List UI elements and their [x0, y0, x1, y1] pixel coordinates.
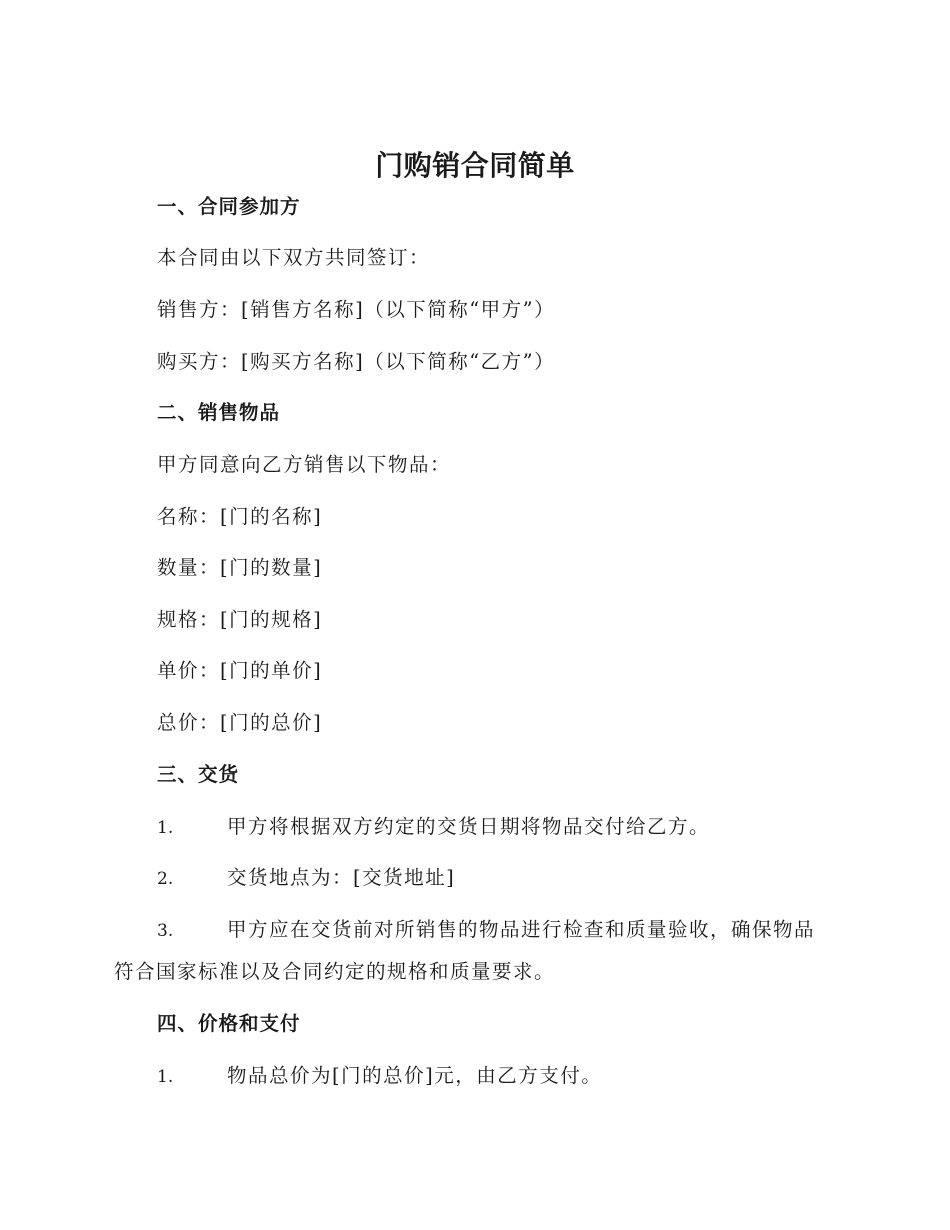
- list-item-number: 1.: [157, 1067, 174, 1087]
- list-item: [157, 813, 710, 842]
- list-item-text: 甲方应在交货前对所销售的物品进行检查和质量验收，确保物品: [227, 918, 816, 941]
- parties-intro: 本合同由以下双方共同签订：: [157, 246, 431, 269]
- goods-unit-price: 单价：[门的单价]: [157, 659, 323, 682]
- goods-spec: 规格：[门的规格]: [157, 608, 323, 631]
- goods-intro: 甲方同意向乙方销售以下物品：: [157, 453, 452, 476]
- list-item-number: 3.: [157, 921, 174, 941]
- list-item: [157, 916, 815, 945]
- list-item-text: 物品总价为[门的总价]元，由乙方支付。: [227, 1064, 603, 1087]
- list-item-number: 1.: [157, 818, 174, 838]
- section-heading-parties: 一、合同参加方: [157, 195, 301, 218]
- section-heading-goods: 二、销售物品: [157, 401, 281, 424]
- seller-line: 销售方：[销售方名称]（以下简称“甲方”）: [157, 298, 556, 321]
- buyer-line: 购买方：[购买方名称]（以下简称“乙方”）: [157, 350, 556, 373]
- goods-name: 名称：[门的名称]: [157, 505, 323, 528]
- list-item-continuation: 符合国家标准以及合同约定的规格和质量要求。: [114, 960, 556, 983]
- section-heading-payment: 四、价格和支付: [157, 1012, 301, 1035]
- goods-quantity: 数量：[门的数量]: [157, 556, 323, 579]
- document-title: 门购销合同简单: [375, 149, 575, 182]
- section-heading-delivery: 三、交货: [157, 763, 240, 786]
- goods-total-price: 总价：[门的总价]: [157, 711, 323, 734]
- list-item-number: 2.: [157, 869, 174, 889]
- list-item: [157, 864, 455, 893]
- list-item-text: 甲方将根据双方约定的交货日期将物品交付给乙方。: [227, 815, 711, 838]
- list-item-text: 交货地点为：[交货地址]: [227, 866, 456, 889]
- list-item: [157, 1062, 602, 1091]
